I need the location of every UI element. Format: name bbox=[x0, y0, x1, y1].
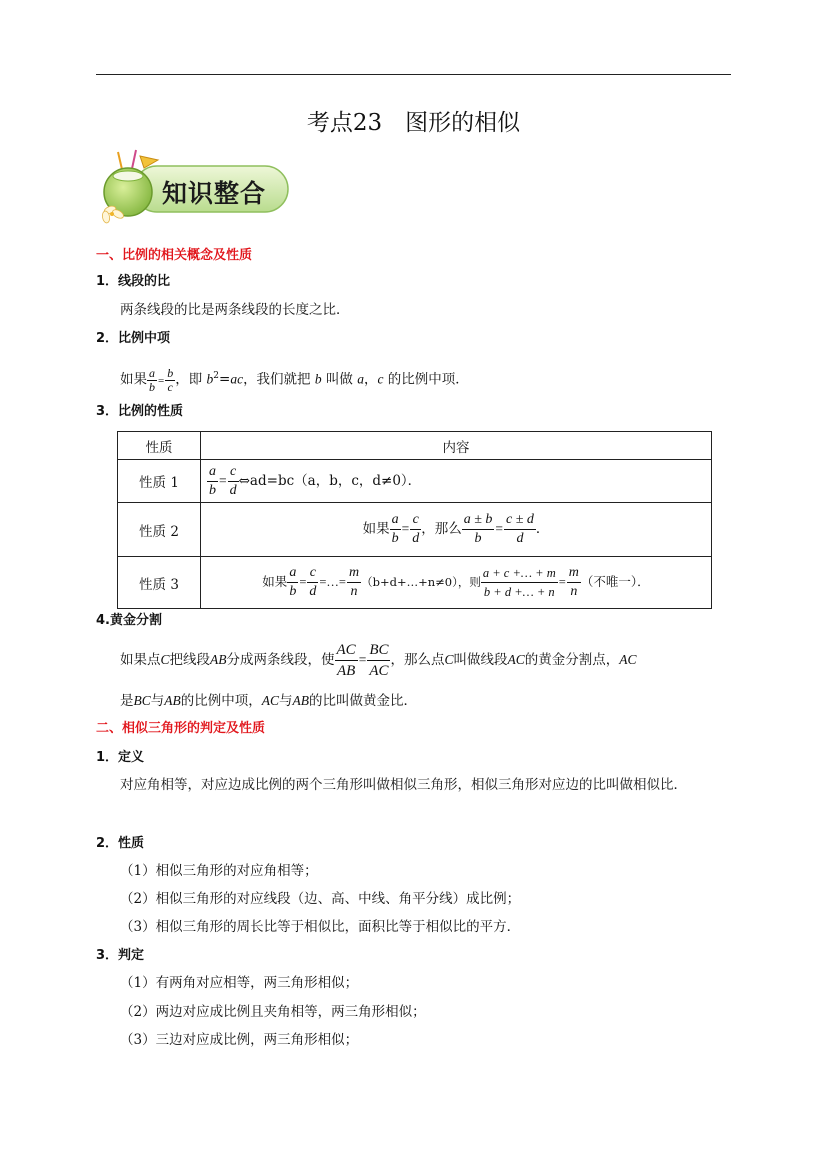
property-label: 2．性质 bbox=[96, 836, 145, 851]
header-rule bbox=[96, 74, 731, 75]
badge-text: 知识整合 bbox=[162, 179, 267, 208]
property-item: （2）相似三角形的对应线段（边、高、中线、角平分线）成比例； bbox=[120, 891, 521, 907]
row-content: 如果 $\frac{a}{b}$ = $\frac{c}{d}$ =…= $\frac{m}{n}$ （b+d+…+n≠0），则 $\frac{a + c +\dots + m}{b + d +\dots + n}$ = $\frac{m}{n}$ （不唯一）． bbox=[201, 557, 712, 609]
header-content: 内容 bbox=[201, 432, 712, 460]
row-name: 性质 1 bbox=[118, 460, 201, 503]
knowledge-badge bbox=[96, 148, 291, 224]
table-row bbox=[118, 503, 712, 557]
table-row bbox=[118, 460, 712, 503]
row-name: 性质 3 bbox=[118, 557, 201, 609]
item3-label: 3．比例的性质 bbox=[96, 404, 184, 419]
judgement-item: （3）三边对应成比例，两三角形相似； bbox=[120, 1032, 359, 1048]
row-name: 性质 2 bbox=[118, 503, 201, 557]
definition-label: 1．定义 bbox=[96, 750, 145, 765]
item1-text: 两条线段的比是两条线段的长度之比． bbox=[120, 302, 350, 318]
table-row bbox=[118, 557, 712, 609]
header-property: 性质 bbox=[118, 432, 201, 460]
judgement-item: （2）两边对应成比例且夹角相等，两三角形相似； bbox=[120, 1004, 426, 1020]
property-item: （3）相似三角形的周长比等于相似比，面积比等于相似比的平方． bbox=[120, 919, 521, 935]
properties-table bbox=[117, 431, 712, 609]
row-content: 如果 $\frac{a}{b}$ = $\frac{c}{d}$ ，那么 $\frac{a \pm b}{b}$ = $\frac{c \pm d}{d}$ ． bbox=[201, 503, 712, 557]
golden-ratio-line2: 是BC与AB的比例中项，AC与AB的比叫做黄金比． bbox=[120, 693, 418, 709]
golden-ratio-line1: 如果点C把线段AB分成两条线段，使 $\frac{AC}{AB}$ = $\frac{BC}{AC}$ ，那么点C叫做线段AC的黄金分割点，AC bbox=[120, 642, 637, 679]
section1-heading: 一、比例的相关概念及性质 bbox=[96, 248, 253, 263]
item4-label: 4.黄金分割 bbox=[96, 613, 162, 628]
fraction-a-over-b: $\frac{a}{b}$ bbox=[149, 365, 155, 394]
section2-heading: 二、相似三角形的判定及性质 bbox=[96, 721, 266, 736]
row-content: $\frac{a}{b}$ = $\frac{c}{d}$ ⇔ad=bc（a，b，c，d≠0）． bbox=[201, 460, 712, 503]
item1-label: 1．线段的比 bbox=[96, 274, 171, 289]
judgement-label: 3．判定 bbox=[96, 948, 145, 963]
definition-text: 对应角相等，对应边成比例的两个三角形叫做相似三角形，相似三角形对应边的比叫做相似比． bbox=[120, 777, 687, 793]
judgement-item: （1）有两角对应相等，两三角形相似； bbox=[120, 975, 359, 991]
item2-label: 2．比例中项 bbox=[96, 331, 171, 346]
property-item: （1）相似三角形的对应角相等； bbox=[120, 863, 318, 879]
table-header-row bbox=[118, 432, 712, 460]
fraction-b-over-c: $\frac{b}{c}$ bbox=[167, 365, 174, 394]
item2-text: 如果 $\frac{a}{b}$ = $\frac{b}{c}$ ，即 $b^2=ac$，我们就把 b 叫做 a，c 的比例中项． bbox=[120, 365, 469, 394]
page-title: 考点23 图形的相似 bbox=[306, 110, 521, 136]
